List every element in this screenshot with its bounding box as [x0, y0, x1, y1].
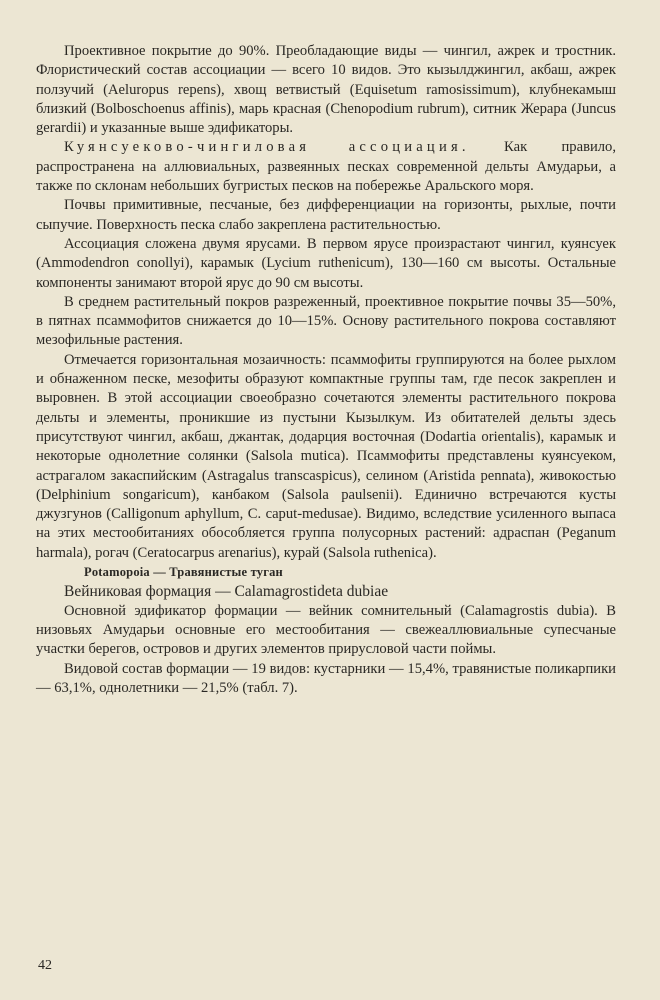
paragraph-2-text: Как правило, распространена на аллювиальных, развеянных песках современной дельты Амударьи, а также по склонам небольших бугристых песков на побережье Аральского моря.	[36, 139, 617, 195]
paragraph-7: Основной эдификатор формации — вейник сомнительный (Calamagrostis dubia). В низовьях Амударьи основные его местообитания — свежеаллювиальные супесчаные участки берегов, островов и других элементов прирусловой части поймы.	[36, 602, 616, 658]
page-number: 42	[38, 958, 52, 973]
association-title: Куянсуеково-чингиловая ассоциация.	[64, 139, 470, 156]
paragraph-5: В среднем растительный покров разреженный, проективное покрытие почвы 35—50%, в пятнах псаммофитов снижается до 10—15%. Основу растительного покрова составляют мезофильные растения.	[36, 293, 616, 349]
paragraph-4: Ассоциация сложена двумя ярусами. В первом ярусе произрастают чингил, куянсуек (Ammodendron conollyi), карамык (Lycium ruthenicum), 130—160 см высоты. Остальные компоненты занимают второй ярус до 90 см высоты.	[36, 235, 616, 291]
page-text	[36, 42, 616, 698]
paragraph-1: Проективное покрытие до 90%. Преобладающие виды — чингил, ажрек и тростник. Флористический состав ассоциации — всего 10 видов. Это кызылджингил, акбаш, ажрек ползучий (Aeluropus repens), хвощ ветвистый (Equisetum ramosissimum), клубнекамыш близкий (Bolboschoenus affinis), марь красная (Chenopodium rubrum), ситник Жерара (Juncus gerardii) и указанные выше эдификаторы.	[36, 43, 616, 137]
section-subheading: Вейниковая формация — Calamagrostideta dubiae	[64, 583, 389, 601]
section-heading: Potamopoia — Травянистые туган	[84, 565, 283, 580]
paragraph-8: Видовой состав формации — 19 видов: кустарники — 15,4%, травянистые поликарпики — 63,1%, однолетники — 21,5% (табл. 7).	[36, 660, 616, 696]
paragraph-6: Отмечается горизонтальная мозаичность: псаммофиты группируются на более рыхлом и обнаженном песке, мезофиты образуют компактные группы там, где песок закреплен и выровнен. В этой ассоциации своеобразно сочетаются элементы растительного покрова дельты и элементы, проникшие из пустыни Кызылкум. Из обитателей дельты здесь присутствуют чингил, акбаш, джантак, додарция восточная (Dodartia orientalis), карамык и некоторые однолетние солянки (Salsola mutica). Псаммофиты представлены куянсуеком, астрагалом закаспийским (Astragalus transcaspicus), селином (Aristida pennata), живокостью (Delphinium songaricum), канбаком (Salsola paulsenii). Единично встречаются кусты джузгунов (Calligonum aphyllum, C. caput-medusae). Видимо, вследствие усиленного выпаса на этих местообитаниях обособляется группа полусорных растений: адраспан (Peganum harmala), рогач (Ceratocarpus arenarius), курай (Salsola ruthenica).	[36, 351, 616, 561]
paragraph-2	[36, 138, 616, 196]
paragraph-3: Почвы примитивные, песчаные, без дифференциации на горизонты, рыхлые, почти сыпучие. Поверхность песка слабо закреплена растительностью.	[36, 197, 616, 233]
